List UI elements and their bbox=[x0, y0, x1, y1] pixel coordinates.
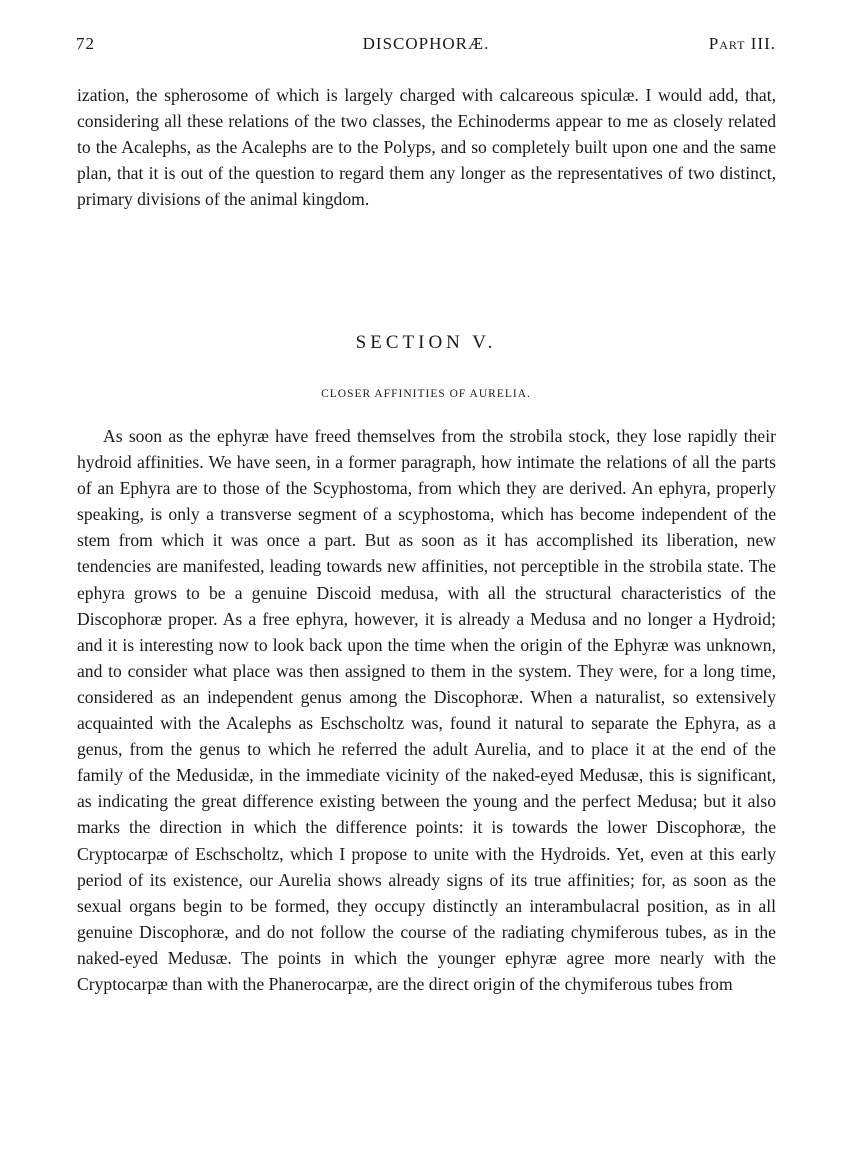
section-body-paragraph: As soon as the ephyræ have freed themselves from the strobila stock, they lose rapidly their hydroid affinities. We have seen, in a former paragraph, how intimate the relations of all the parts of an Ephyra are to those of the Scyphostoma, from which they are derived. An ephyra, properly speaking, is only a transverse segment of a scyphostoma, which has become independent of the stem from which it was once a part. But as soon as it has accomplished its liberation, new tendencies are manifested, leading towards new affinities, not perceptible in the strobila state. The ephyra grows to be a genuine Discoid medusa, with all the structural characteristics of the Discophoræ proper. As a free ephyra, however, it is already a Medusa and no longer a Hydroid; and it is interesting now to look back upon the time when the origin of the Ephyræ was unknown, and to consider what place was then assigned to them in the system. They were, for a long time, considered as an independent genus among the Discophoræ. When a naturalist, so extensively acquainted with the Acalephs as Eschscholtz was, found it natural to separate the Ephyra, as a genus, from the genus to which he referred the adult Aurelia, and to place it at the end of the family of the Medusidæ, in the immediate vicinity of the naked-eyed Medusæ, this is significant, as indicating the great difference existing between the young and the perfect Medusa; but it also marks the direction in which the difference points: it is towards the lower Discophoræ, the Cryptocarpæ of Eschscholtz, which I propose to unite with the Hydroids. Yet, even at this early period of its existence, our Aurelia shows already signs of its true affinities; for, as soon as the sexual organs begin to be formed, they occupy distinctly an interambulacral position, as in all genuine Discophoræ, and do not follow the course of the radiating chymiferous tubes, as in the naked-eyed Medusæ. The points in which the younger ephyræ agree more nearly with the Cryptocarpæ than with the Phanerocarpæ, are the direct origin of the chymiferous tubes from bbox=[77, 426, 776, 994]
section-title: SECTION V. bbox=[355, 332, 497, 353]
running-header bbox=[76, 34, 776, 60]
page-number: 72 bbox=[76, 34, 95, 53]
part-label: Part III. bbox=[708, 34, 776, 53]
section-subtitle: CLOSER AFFINITIES OF AURELIA. bbox=[321, 388, 531, 400]
running-title: DISCOPHORÆ. bbox=[362, 34, 490, 53]
continued-paragraph: ization, the spherosome of which is largely charged with calcareous spiculæ. I would add, that, considering all these relations of the two classes, the Echinoderms appear to me as closely related to the Acalephs, as the Acalephs are to the Polyps, and so completely built upon one and the same plan, that it is out of the question to regard them any longer as the representatives of two distinct, primary divisions of the animal kingdom. bbox=[77, 85, 776, 210]
